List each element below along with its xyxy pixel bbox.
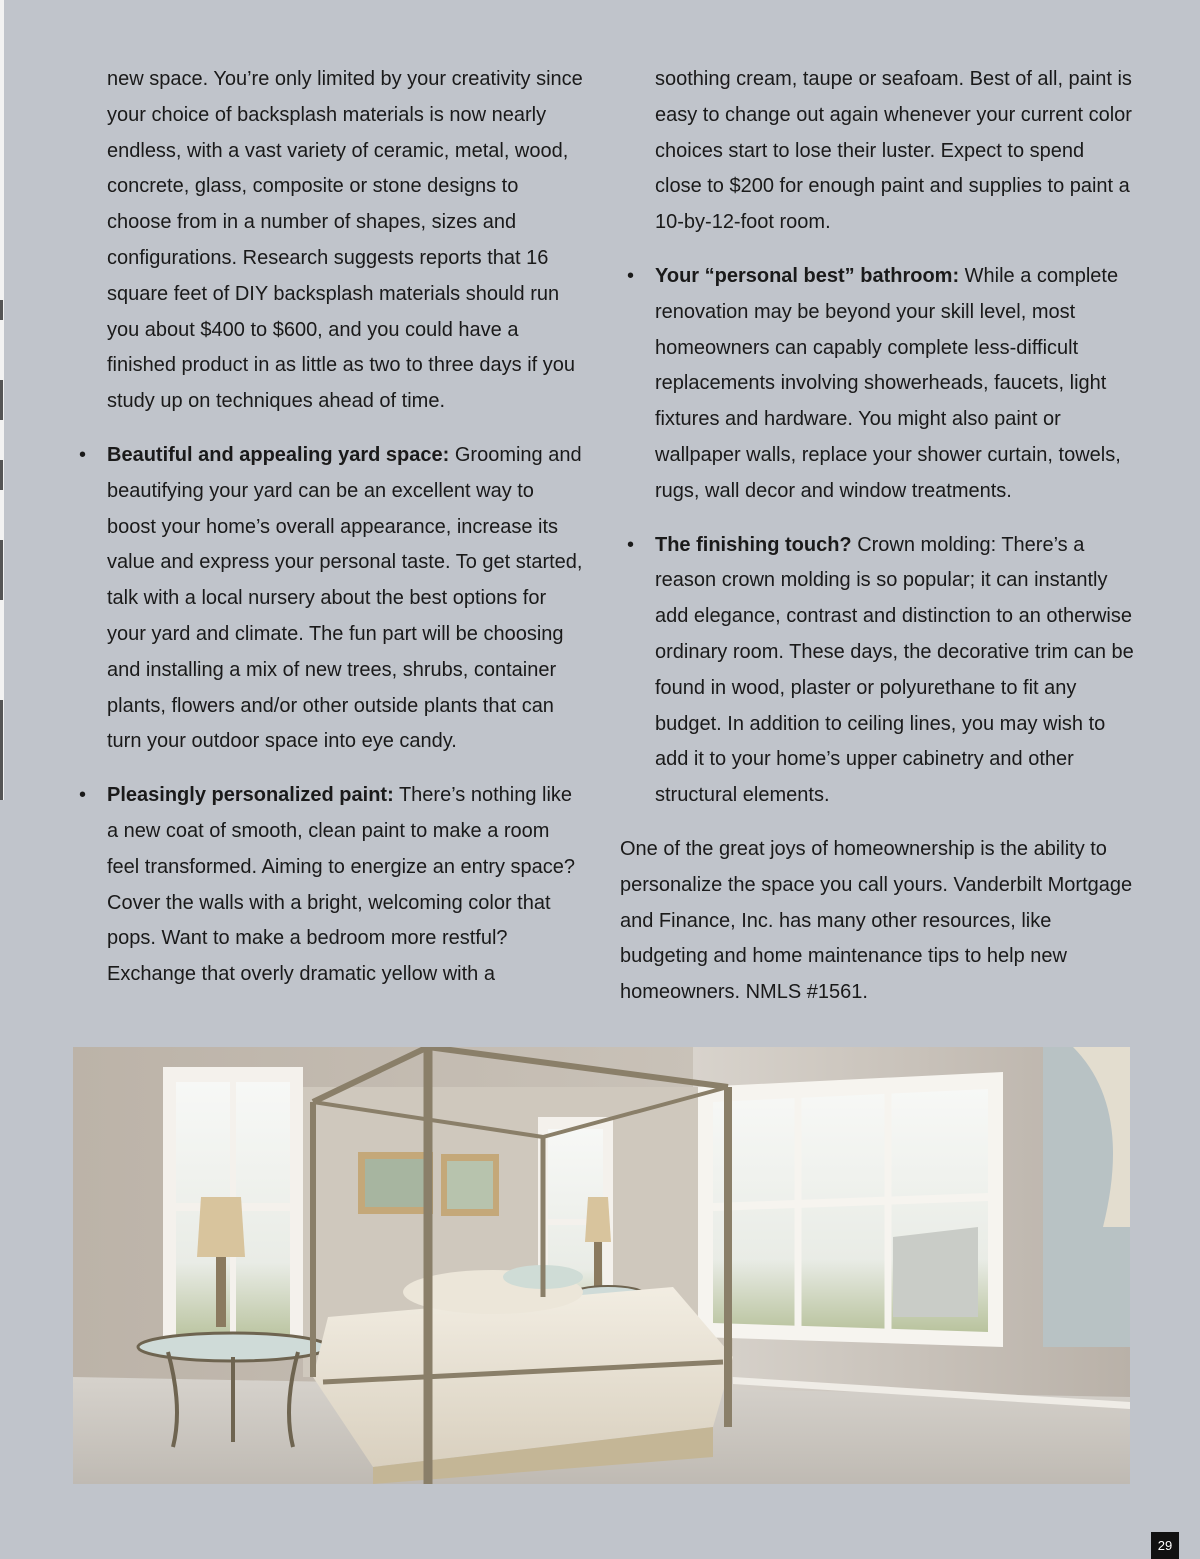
bullet-heading: Beautiful and appealing yard space: [107, 443, 450, 466]
bullet-text: While a complete renovation may be beyond your skill level, most homeowners can capably complete less-difficult replacements involving showerheads, faucets, light fixtures and hardware. You might also paint or wallpaper walls, replace your shower curtain, towels, rugs, wall decor and window treatments. [655, 264, 1121, 502]
bullet-text: There’s nothing like a new coat of smooth, clean paint to make a room feel transformed. Aiming to energize an entry space? Cover the walls with a bright, welcoming color that pops. Want to make a bedroom more restful? Exchange that overly dramatic yellow with a [107, 784, 576, 986]
bullet-yard-space [107, 438, 587, 760]
right-column [620, 62, 1135, 1011]
bullet-heading: Pleasingly personalized paint: [107, 784, 394, 807]
right-continuation-paragraph: soothing cream, taupe or seafoam. Best of all, paint is easy to change out again whenever your current color choices start to lose their luster. Expect to spend close to $200 for enough paint and supplies to paint a 10-by-12-foot room. [655, 68, 1132, 234]
bedroom-photo [73, 1047, 1130, 1484]
bullet-paint [107, 778, 587, 993]
left-bullet-list [107, 438, 587, 993]
left-column [107, 62, 587, 993]
page-number: 29 [1151, 1532, 1179, 1559]
page-edge-strip [0, 0, 4, 800]
bullet-heading: The finishing touch? [655, 533, 852, 556]
right-bullet-list [620, 259, 1135, 814]
bullet-crown-molding [620, 528, 1135, 814]
left-continuation-paragraph: new space. You’re only limited by your creativity since your choice of backsplash materials is now nearly endless, with a vast variety of ceramic, metal, wood, concrete, glass, composite or stone designs to choose from in a number of shapes, sizes and configurations. Research suggests reports that 16 square feet of DIY backsplash materials should run you about $400 to $600, and you could have a finished product in as little as two to three days if you study up on techniques ahead of time. [107, 68, 583, 413]
bullet-bathroom [620, 259, 1135, 510]
bullet-heading: Your “personal best” bathroom: [655, 264, 960, 287]
bullet-text: Crown molding: There’s a reason crown molding is so popular; it can instantly add elegance, contrast and distinction to an otherwise ordinary room. These days, the decorative trim can be found in wood, plaster or polyurethane to fit any budget. In addition to ceiling lines, you may wish to add it to your home’s upper cabinetry and other structural elements. [655, 533, 1134, 807]
bullet-text: Grooming and beautifying your yard can be an excellent way to boost your home’s overall appearance, increase its value and express your personal taste. To get started, talk with a local nursery about the best options for your yard and climate. The fun part will be choosing and installing a mix of new trees, shrubs, container plants, flowers and/or other outside plants that can turn your outdoor space into eye candy. [107, 443, 583, 753]
closing-paragraph: One of the great joys of homeownership is the ability to personalize the space you call yours. Vanderbilt Mortgage and Finance, Inc. has many other resources, like budgeting and home maintenance tips to help new homeowners. NMLS #1561. [620, 837, 1133, 1004]
